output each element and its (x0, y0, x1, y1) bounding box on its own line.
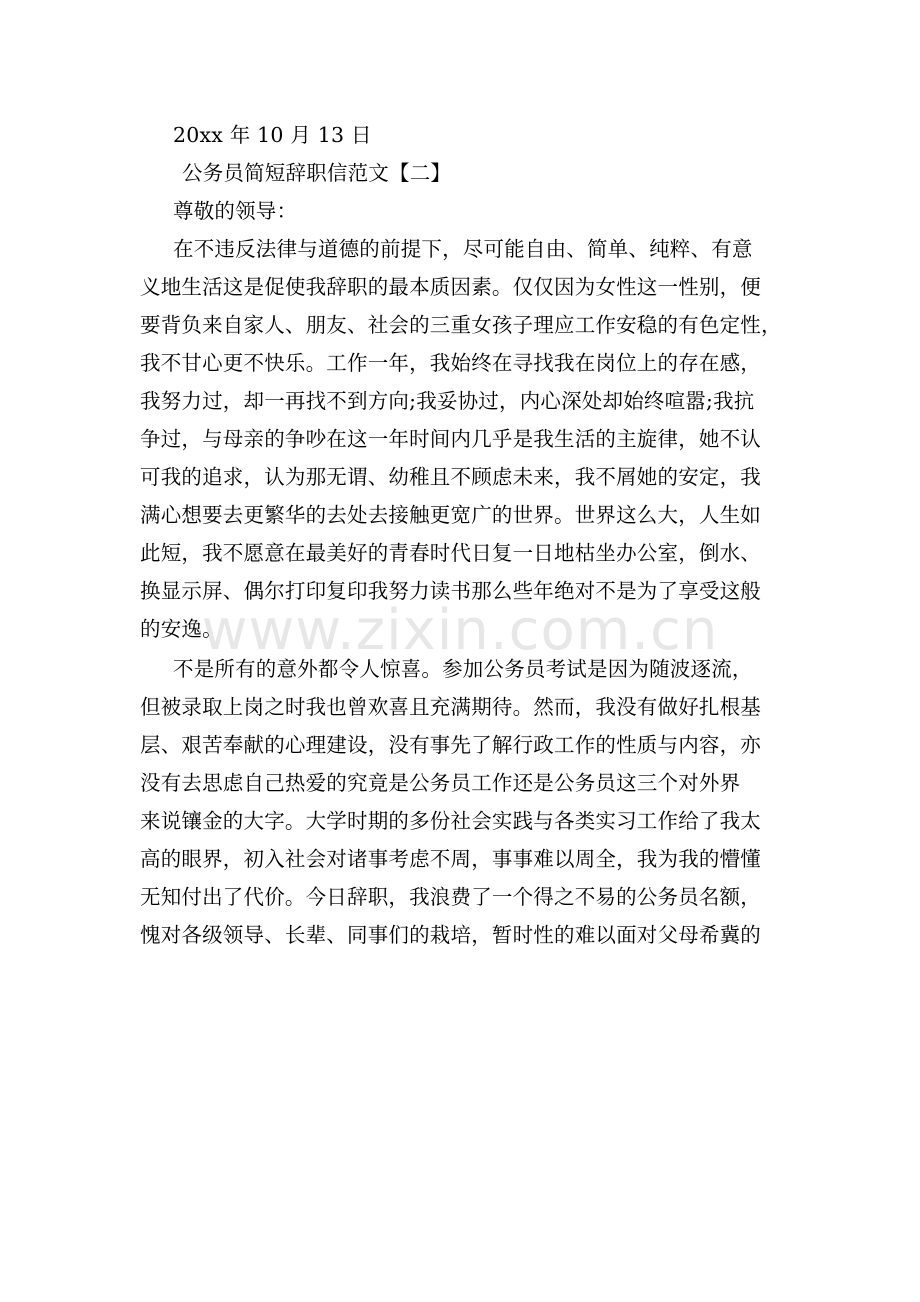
paragraph-line: 层、艰苦奉献的心理建设，没有事先了解行政工作的性质与内容，亦 (140, 733, 761, 757)
watermark: www.zixin.com.cn (201, 598, 719, 663)
paragraph-line: 来说镶金的大字。大学时期的多份社会实践与各类实习工作给了我太 (140, 809, 761, 833)
paragraph-1 (140, 230, 785, 648)
paragraph-line: 要背负来自家人、朋友、社会的三重女孩子理应工作安稳的有色定性， (140, 313, 782, 337)
document-body (140, 116, 785, 954)
paragraph-line: 义地生活这是促使我辞职的最本质因素。仅仅因为女性这一性别，便 (140, 275, 761, 299)
paragraph-line: 换显示屏、偶尔打印复印我努力读书那么些年绝对不是为了享受这般 (140, 579, 761, 603)
paragraph-line: 争过，与母亲的争吵在这一年时间内几乎是我生活的主旋律，她不认 (140, 427, 761, 451)
paragraph-line: 我不甘心更不快乐。工作一年，我始终在寻找我在岗位上的存在感， (140, 351, 761, 375)
paragraph-line: 不是所有的意外都令人惊喜。参加公务员考试是因为随波逐流， (173, 657, 753, 681)
paragraph-line: 的安逸。 (140, 617, 223, 641)
paragraph-line: 但被录取上岗之时我也曾欢喜且充满期待。然而，我没有做好扎根基 (140, 695, 761, 719)
paragraph-line: 可我的追求，认为那无谓、幼稚且不顾虑未来，我不屑她的安定，我 (140, 465, 761, 489)
date-line: 20xx 年 10 月 13 日 (173, 123, 372, 147)
paragraph-line: 此短，我不愿意在最美好的青春时代日复一日地枯坐办公室，倒水、 (140, 541, 761, 565)
paragraph-line: 愧对各级领导、长辈、同事们的栽培，暂时性的难以面对父母希冀的 (140, 923, 761, 947)
paragraph-line: 没有去思虑自己热爱的究竟是公务员工作还是公务员这三个对外界 (140, 771, 741, 795)
paragraph-line: 高的眼界，初入社会对诸事考虑不周，事事难以周全，我为我的懵懂 (140, 847, 761, 871)
paragraph-line: 满心想要去更繁华的去处去接触更宽广的世界。世界这么大，人生如 (140, 503, 761, 527)
letter-title: 公务员简短辞职信范文【二】 (182, 161, 452, 185)
paragraph-line: 我努力过，却一再找不到方向;我妥协过，内心深处却始终喧嚣;我抗 (140, 389, 755, 413)
paragraph-2 (140, 650, 785, 954)
salutation: 尊敬的领导： (173, 199, 298, 223)
paragraph-line: 无知付出了代价。今日辞职，我浪费了一个得之不易的公务员名额， (140, 885, 761, 909)
paragraph-line: 在不违反法律与道德的前提下，尽可能自由、简单、纯粹、有意 (173, 237, 753, 261)
